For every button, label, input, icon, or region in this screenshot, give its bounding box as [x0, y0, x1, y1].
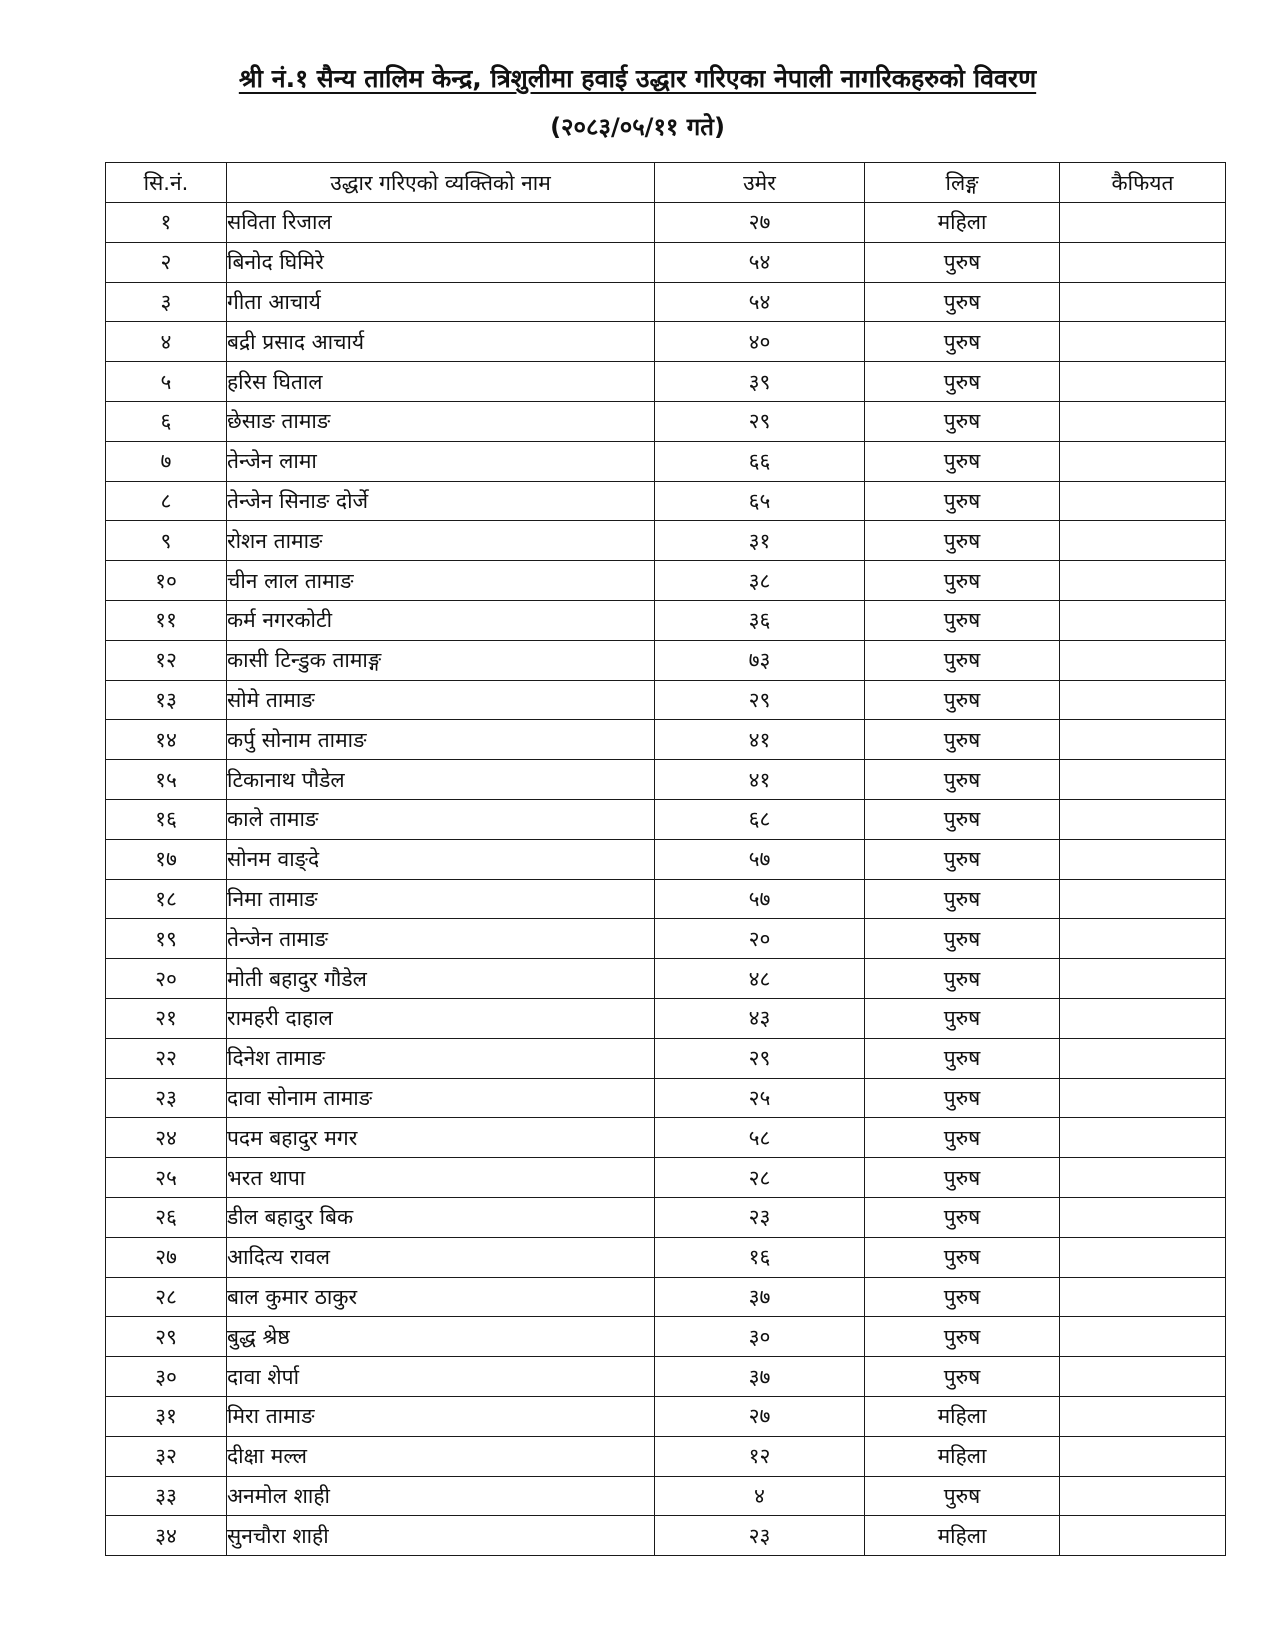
- remarks-cell: [1060, 1317, 1226, 1357]
- serial-cell: २२: [106, 1038, 227, 1078]
- gender-cell: पुरुष: [865, 282, 1060, 322]
- name-cell: छेसाङ तामाङ: [227, 401, 655, 441]
- gender-cell: पुरुष: [865, 680, 1060, 720]
- serial-cell: ३२: [106, 1436, 227, 1476]
- gender-cell: पुरुष: [865, 959, 1060, 999]
- gender-cell: महिला: [865, 1436, 1060, 1476]
- remarks-cell: [1060, 322, 1226, 362]
- serial-cell: २१: [106, 998, 227, 1038]
- age-cell: ३८: [655, 561, 865, 601]
- gender-cell: महिला: [865, 1396, 1060, 1436]
- table-row: [106, 1476, 1226, 1516]
- remarks-cell: [1060, 879, 1226, 919]
- serial-cell: ३३: [106, 1476, 227, 1516]
- table-row: [106, 1317, 1226, 1357]
- header-age: उमेर: [655, 163, 865, 203]
- gender-cell: पुरुष: [865, 1476, 1060, 1516]
- gender-cell: पुरुष: [865, 322, 1060, 362]
- gender-cell: पुरुष: [865, 600, 1060, 640]
- age-cell: ६६: [655, 441, 865, 481]
- table-row: [106, 959, 1226, 999]
- table-row: [106, 282, 1226, 322]
- name-cell: काले तामाङ: [227, 799, 655, 839]
- age-cell: ४: [655, 1476, 865, 1516]
- age-cell: ३७: [655, 1357, 865, 1397]
- name-cell: पदम बहादुर मगर: [227, 1118, 655, 1158]
- table-row: [106, 879, 1226, 919]
- remarks-cell: [1060, 561, 1226, 601]
- gender-cell: पुरुष: [865, 839, 1060, 879]
- table-row: [106, 362, 1226, 402]
- name-cell: तेन्जेन लामा: [227, 441, 655, 481]
- serial-cell: १९: [106, 919, 227, 959]
- age-cell: ४३: [655, 998, 865, 1038]
- name-cell: सुनचौरा शाही: [227, 1516, 655, 1556]
- remarks-cell: [1060, 1436, 1226, 1476]
- serial-cell: २५: [106, 1158, 227, 1198]
- table-row: [106, 242, 1226, 282]
- remarks-cell: [1060, 1277, 1226, 1317]
- age-cell: २९: [655, 680, 865, 720]
- age-cell: ५७: [655, 879, 865, 919]
- table-row: [106, 1118, 1226, 1158]
- gender-cell: पुरुष: [865, 799, 1060, 839]
- remarks-cell: [1060, 481, 1226, 521]
- name-cell: चीन लाल तामाङ: [227, 561, 655, 601]
- table-row: [106, 1357, 1226, 1397]
- name-cell: डील बहादुर बिक: [227, 1197, 655, 1237]
- table-row: [106, 600, 1226, 640]
- serial-cell: ९: [106, 521, 227, 561]
- table-row: [106, 680, 1226, 720]
- age-cell: ३६: [655, 600, 865, 640]
- table-row: [106, 1158, 1226, 1198]
- gender-cell: पुरुष: [865, 521, 1060, 561]
- gender-cell: महिला: [865, 203, 1060, 243]
- remarks-cell: [1060, 640, 1226, 680]
- serial-cell: ४: [106, 322, 227, 362]
- gender-cell: पुरुष: [865, 1277, 1060, 1317]
- age-cell: २५: [655, 1078, 865, 1118]
- document-title-text: श्री नं.१ सैन्य तालिम केन्द्र, त्रिशुलीमा हवाई उद्धार गरिएका नेपाली नागरिकहरुको विवरण: [238, 64, 1037, 93]
- serial-cell: २८: [106, 1277, 227, 1317]
- table-row: [106, 521, 1226, 561]
- age-cell: ३०: [655, 1317, 865, 1357]
- table-row: [106, 1516, 1226, 1556]
- gender-cell: पुरुष: [865, 561, 1060, 601]
- table-row: [106, 1277, 1226, 1317]
- serial-cell: १७: [106, 839, 227, 879]
- remarks-cell: [1060, 1078, 1226, 1118]
- gender-cell: पुरुष: [865, 481, 1060, 521]
- remarks-cell: [1060, 998, 1226, 1038]
- age-cell: ५७: [655, 839, 865, 879]
- gender-cell: पुरुष: [865, 1317, 1060, 1357]
- table-row: [106, 919, 1226, 959]
- name-cell: तेन्जेन तामाङ: [227, 919, 655, 959]
- name-cell: गीता आचार्य: [227, 282, 655, 322]
- table-row: [106, 1197, 1226, 1237]
- table-row: [106, 481, 1226, 521]
- table-row: [106, 720, 1226, 760]
- remarks-cell: [1060, 362, 1226, 402]
- name-cell: दिनेश तामाङ: [227, 1038, 655, 1078]
- remarks-cell: [1060, 1118, 1226, 1158]
- rescued-persons-table: [105, 162, 1226, 1556]
- table-header-row: [106, 163, 1226, 203]
- remarks-cell: [1060, 282, 1226, 322]
- gender-cell: पुरुष: [865, 879, 1060, 919]
- remarks-cell: [1060, 1158, 1226, 1198]
- table-row: [106, 1078, 1226, 1118]
- name-cell: बद्री प्रसाद आचार्य: [227, 322, 655, 362]
- header-remarks: कैफियत: [1060, 163, 1226, 203]
- age-cell: ५४: [655, 282, 865, 322]
- remarks-cell: [1060, 720, 1226, 760]
- remarks-cell: [1060, 401, 1226, 441]
- name-cell: अनमोल शाही: [227, 1476, 655, 1516]
- name-cell: दीक्षा मल्ल: [227, 1436, 655, 1476]
- name-cell: बुद्ध श्रेष्ठ: [227, 1317, 655, 1357]
- gender-cell: पुरुष: [865, 919, 1060, 959]
- gender-cell: पुरुष: [865, 1357, 1060, 1397]
- age-cell: १२: [655, 1436, 865, 1476]
- name-cell: रामहरी दाहाल: [227, 998, 655, 1038]
- serial-cell: ६: [106, 401, 227, 441]
- name-cell: रोशन तामाङ: [227, 521, 655, 561]
- serial-cell: २७: [106, 1237, 227, 1277]
- age-cell: १६: [655, 1237, 865, 1277]
- serial-cell: १५: [106, 760, 227, 800]
- age-cell: ६५: [655, 481, 865, 521]
- header-serial: सि.नं.: [106, 163, 227, 203]
- document-title: [0, 62, 1275, 96]
- serial-cell: ५: [106, 362, 227, 402]
- remarks-cell: [1060, 1516, 1226, 1556]
- name-cell: भरत थापा: [227, 1158, 655, 1198]
- name-cell: आदित्य रावल: [227, 1237, 655, 1277]
- name-cell: कर्म नगरकोटी: [227, 600, 655, 640]
- remarks-cell: [1060, 919, 1226, 959]
- gender-cell: पुरुष: [865, 1197, 1060, 1237]
- table-row: [106, 561, 1226, 601]
- remarks-cell: [1060, 600, 1226, 640]
- serial-cell: २६: [106, 1197, 227, 1237]
- document-date: (२०८३/०५/११ गते): [550, 113, 725, 141]
- name-cell: दावा सोनाम तामाङ: [227, 1078, 655, 1118]
- name-cell: टिकानाथ पौडेल: [227, 760, 655, 800]
- serial-cell: १६: [106, 799, 227, 839]
- age-cell: ४०: [655, 322, 865, 362]
- name-cell: निमा तामाङ: [227, 879, 655, 919]
- table-row: [106, 760, 1226, 800]
- remarks-cell: [1060, 959, 1226, 999]
- table-body: [106, 203, 1226, 1556]
- serial-cell: ३०: [106, 1357, 227, 1397]
- name-cell: कासी टिन्डुक तामाङ्ग: [227, 640, 655, 680]
- table-row: [106, 839, 1226, 879]
- name-cell: सोनम वाङ्दे: [227, 839, 655, 879]
- serial-cell: १४: [106, 720, 227, 760]
- name-cell: सोमे तामाङ: [227, 680, 655, 720]
- gender-cell: पुरुष: [865, 1038, 1060, 1078]
- remarks-cell: [1060, 1237, 1226, 1277]
- serial-cell: २३: [106, 1078, 227, 1118]
- age-cell: ६८: [655, 799, 865, 839]
- name-cell: मोती बहादुर गौडेल: [227, 959, 655, 999]
- gender-cell: पुरुष: [865, 441, 1060, 481]
- name-cell: सविता रिजाल: [227, 203, 655, 243]
- serial-cell: १८: [106, 879, 227, 919]
- name-cell: मिरा तामाङ: [227, 1396, 655, 1436]
- gender-cell: पुरुष: [865, 401, 1060, 441]
- header-name: उद्धार गरिएको व्यक्तिको नाम: [227, 163, 655, 203]
- gender-cell: पुरुष: [865, 242, 1060, 282]
- remarks-cell: [1060, 799, 1226, 839]
- gender-cell: पुरुष: [865, 720, 1060, 760]
- name-cell: दावा शेर्पा: [227, 1357, 655, 1397]
- age-cell: ५८: [655, 1118, 865, 1158]
- name-cell: बिनोद घिमिरे: [227, 242, 655, 282]
- header-gender: लिङ्ग: [865, 163, 1060, 203]
- serial-cell: १०: [106, 561, 227, 601]
- age-cell: २९: [655, 401, 865, 441]
- table-row: [106, 1396, 1226, 1436]
- age-cell: ५४: [655, 242, 865, 282]
- table-row: [106, 1038, 1226, 1078]
- age-cell: २३: [655, 1197, 865, 1237]
- name-cell: हरिस घिताल: [227, 362, 655, 402]
- gender-cell: पुरुष: [865, 998, 1060, 1038]
- remarks-cell: [1060, 521, 1226, 561]
- table-row: [106, 401, 1226, 441]
- gender-cell: पुरुष: [865, 1078, 1060, 1118]
- serial-cell: २: [106, 242, 227, 282]
- serial-cell: ८: [106, 481, 227, 521]
- gender-cell: पुरुष: [865, 1118, 1060, 1158]
- age-cell: २९: [655, 1038, 865, 1078]
- serial-cell: १: [106, 203, 227, 243]
- remarks-cell: [1060, 441, 1226, 481]
- age-cell: २८: [655, 1158, 865, 1198]
- age-cell: २०: [655, 919, 865, 959]
- gender-cell: पुरुष: [865, 362, 1060, 402]
- table-row: [106, 640, 1226, 680]
- age-cell: ३१: [655, 521, 865, 561]
- serial-cell: ११: [106, 600, 227, 640]
- remarks-cell: [1060, 1396, 1226, 1436]
- remarks-cell: [1060, 680, 1226, 720]
- serial-cell: १३: [106, 680, 227, 720]
- remarks-cell: [1060, 242, 1226, 282]
- table-row: [106, 998, 1226, 1038]
- serial-cell: २४: [106, 1118, 227, 1158]
- name-cell: तेन्जेन सिनाङ दोर्जे: [227, 481, 655, 521]
- age-cell: ३९: [655, 362, 865, 402]
- table-row: [106, 1237, 1226, 1277]
- table-row: [106, 1436, 1226, 1476]
- age-cell: ३७: [655, 1277, 865, 1317]
- remarks-cell: [1060, 839, 1226, 879]
- remarks-cell: [1060, 1038, 1226, 1078]
- table-row: [106, 799, 1226, 839]
- gender-cell: पुरुष: [865, 760, 1060, 800]
- serial-cell: १२: [106, 640, 227, 680]
- remarks-cell: [1060, 1476, 1226, 1516]
- table-row: [106, 441, 1226, 481]
- serial-cell: २९: [106, 1317, 227, 1357]
- serial-cell: ३१: [106, 1396, 227, 1436]
- serial-cell: ७: [106, 441, 227, 481]
- gender-cell: महिला: [865, 1516, 1060, 1556]
- remarks-cell: [1060, 203, 1226, 243]
- gender-cell: पुरुष: [865, 640, 1060, 680]
- age-cell: २३: [655, 1516, 865, 1556]
- age-cell: २७: [655, 203, 865, 243]
- age-cell: ७३: [655, 640, 865, 680]
- gender-cell: पुरुष: [865, 1158, 1060, 1198]
- serial-cell: २०: [106, 959, 227, 999]
- serial-cell: ३: [106, 282, 227, 322]
- age-cell: २७: [655, 1396, 865, 1436]
- remarks-cell: [1060, 1357, 1226, 1397]
- age-cell: ४१: [655, 720, 865, 760]
- gender-cell: पुरुष: [865, 1237, 1060, 1277]
- age-cell: ४८: [655, 959, 865, 999]
- name-cell: बाल कुमार ठाकुर: [227, 1277, 655, 1317]
- table-row: [106, 203, 1226, 243]
- age-cell: ४१: [655, 760, 865, 800]
- table-row: [106, 322, 1226, 362]
- remarks-cell: [1060, 1197, 1226, 1237]
- remarks-cell: [1060, 760, 1226, 800]
- name-cell: कर्पु सोनाम तामाङ: [227, 720, 655, 760]
- serial-cell: ३४: [106, 1516, 227, 1556]
